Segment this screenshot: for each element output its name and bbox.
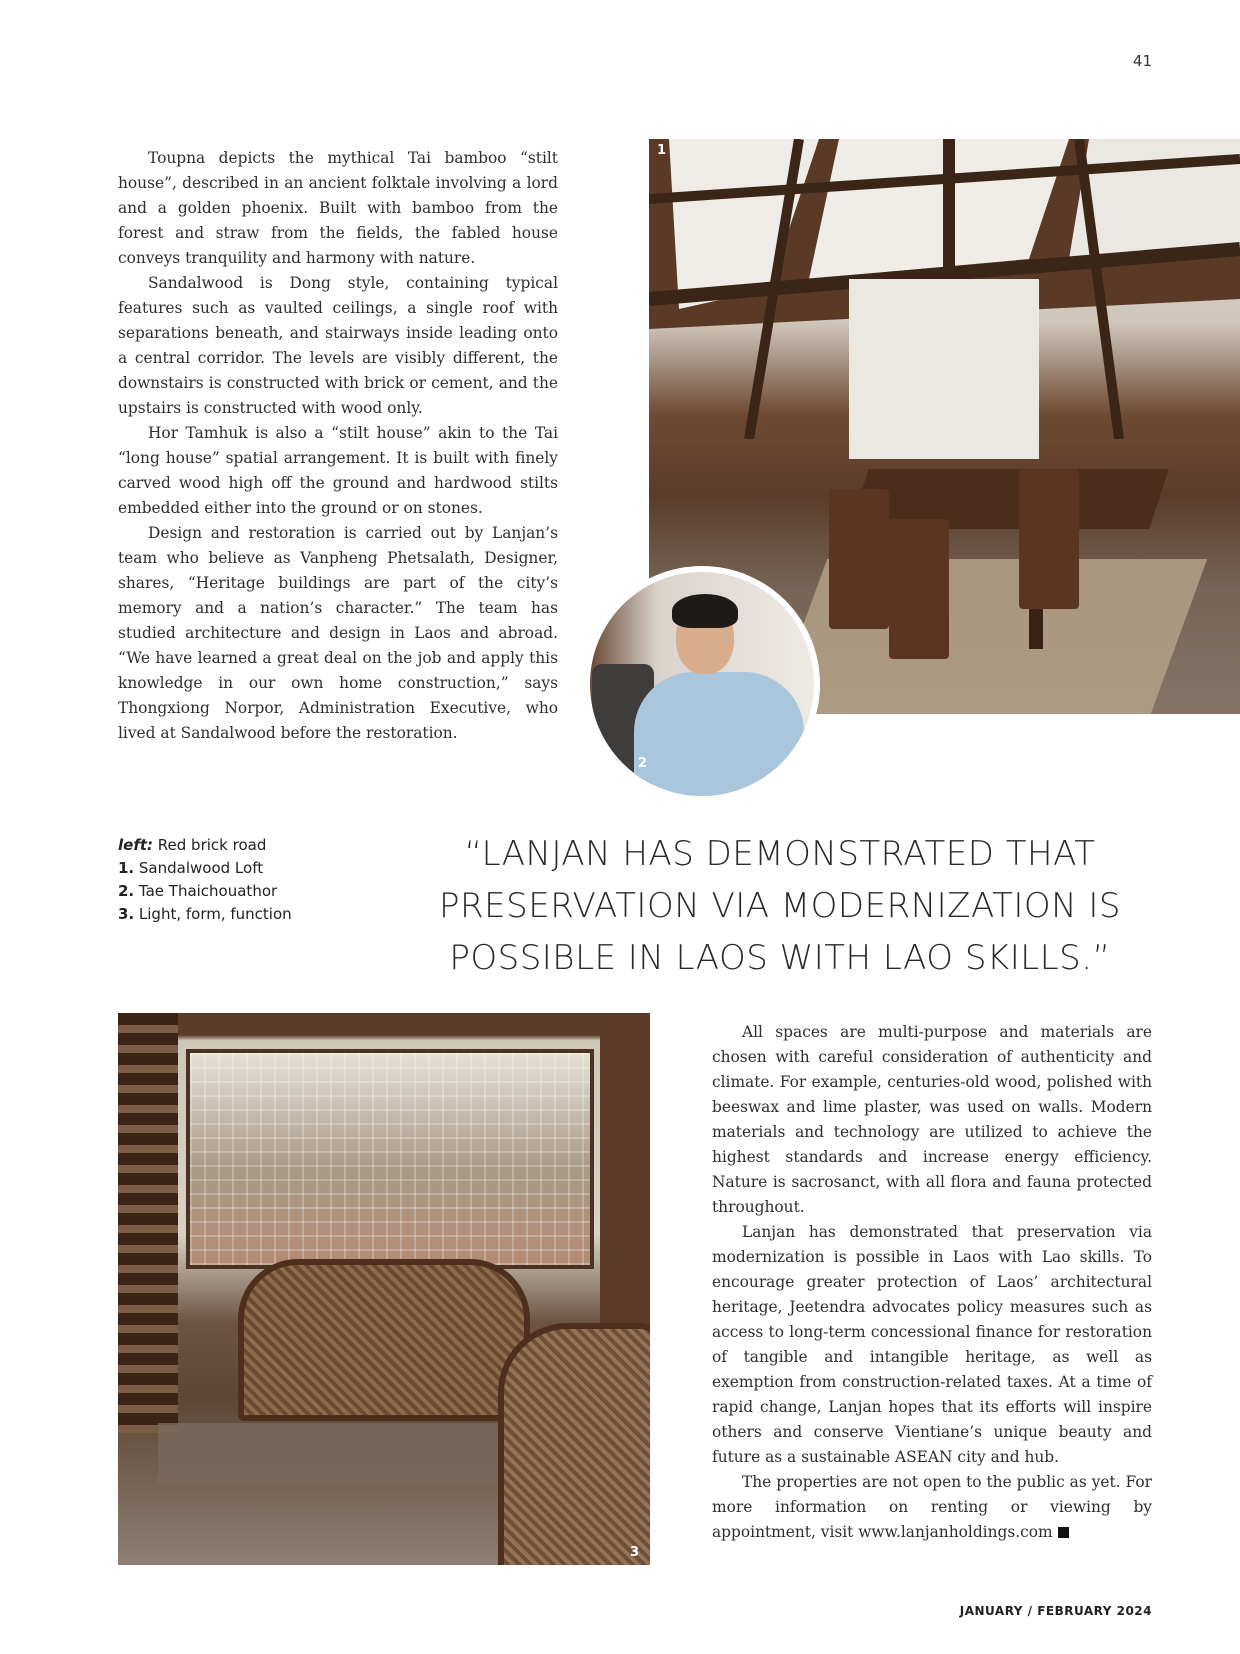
rattan-armchair: [498, 1323, 650, 1565]
person-hair: [672, 594, 738, 628]
right-article-column: [712, 1020, 1152, 1545]
caption-1: [118, 857, 378, 880]
paragraph-materials: All spaces are multi-purpose and materials are chosen with careful consideration of authenticity and climate. For example, centuries-old wood, polished with beeswax and lime plaster, was used on walls. Modern materials and technology are utilized to achieve the highest standards and increase energy efficiency. Nature is sacrosanct, with all flora and fauna protected throughout.: [712, 1023, 1152, 1216]
left-article-column: [118, 146, 558, 746]
page-number: 41: [1132, 52, 1152, 70]
caption-number: 2.: [118, 882, 135, 900]
chair: [889, 519, 949, 659]
paragraph-toupna: Toupna depicts the mythical Tai bamboo “stilt house”, described in an ancient folktale involving a lord and a golden phoenix. Built with bamboo from the forest and straw from the fields, the fabled house conveys tranquility and harmony with nature.: [118, 149, 558, 267]
caption-number: 1.: [118, 859, 135, 877]
pull-quote-line: “LANJAN HAS DEMONSTRATED THAT: [464, 834, 1096, 874]
caption-left-label: left:: [118, 836, 154, 854]
rattan-bench: [238, 1259, 530, 1421]
caption-2: [118, 880, 378, 903]
caption-text: Tae Thaichouathor: [134, 882, 278, 900]
floor-mat: [158, 1423, 518, 1483]
chair: [829, 489, 889, 629]
chair: [1019, 469, 1079, 609]
photo-light-form-function: [118, 1013, 650, 1565]
caption-3: [118, 903, 378, 926]
caption-text: Sandalwood Loft: [134, 859, 264, 877]
paragraph-preservation: Lanjan has demonstrated that preservation via modernization is possible in Laos with Lao skills. To encourage greater protection of Laos’ architectural heritage, Jeetendra advocates policy measures such as access to long-term concessional finance for restoration of tangible and intangible heritage, as well as exemption from construction-related taxes. At a time of rapid change, Lanjan hopes that its efforts will inspire others and conserve Vientiane’s unique beauty and future as a sustainable ASEAN city and hub.: [712, 1223, 1152, 1466]
white-wall: [849, 279, 1039, 459]
photo-number-2: 2: [638, 756, 648, 771]
paragraph-sandalwood: Sandalwood is Dong style, containing typical features such as vaulted ceilings, a single roof with separations beneath, and stairways inside leading onto a central corridor. The levels are visibly different, the downstairs is constructed with brick or cement, and the upstairs is constructed with wood only.: [118, 274, 558, 417]
photo-captions: [118, 834, 378, 926]
issue-date-footer: JANUARY / FEBRUARY 2024: [959, 1604, 1152, 1618]
paragraph-design-restoration: Design and restoration is carried out by Lanjan’s team who believe as Vanpheng Phetsalath, Designer, shares, “Heritage buildings are part of the city’s memory and a nation’s character.” The team has studied architecture and design in Laos and abroad. “We have learned a great deal on the job and apply this knowledge in our own home construction,” says Thongxiong Norpor, Administration Executive, who lived at Sandalwood before the restoration.: [118, 524, 558, 742]
caption-number: 3.: [118, 905, 135, 923]
caption-left-text: Red brick road: [153, 836, 267, 854]
pull-quote-line: PRESERVATION VIA MODERNIZATION IS: [439, 886, 1121, 926]
caption-left: [118, 834, 378, 857]
portrait-image: [590, 572, 814, 796]
pull-quote-line: POSSIBLE IN LAOS WITH LAO SKILLS.”: [449, 938, 1111, 978]
end-mark-icon: [1058, 1527, 1069, 1538]
person-shirt: [634, 672, 804, 796]
pull-quote: [420, 828, 1140, 984]
caption-text: Light, form, function: [134, 905, 292, 923]
photo-number-1: 1: [657, 143, 667, 158]
closing-text: The properties are not open to the public as yet. For more information on renting or viewing by appointment, visit www.lanjanholdings.com: [712, 1473, 1152, 1541]
paragraph-closing: [712, 1470, 1152, 1545]
photo-number-3: 3: [630, 1545, 640, 1560]
carved-railing: [118, 1013, 178, 1433]
portrait-photo: [584, 566, 820, 802]
screened-window: [186, 1049, 594, 1269]
paragraph-hor-tamhuk: Hor Tamhuk is also a “stilt house” akin to the Tai “long house” spatial arrangement. It is built with finely carved wood high off the ground and hardwood stilts embedded either into the ground or on stones.: [118, 424, 558, 517]
